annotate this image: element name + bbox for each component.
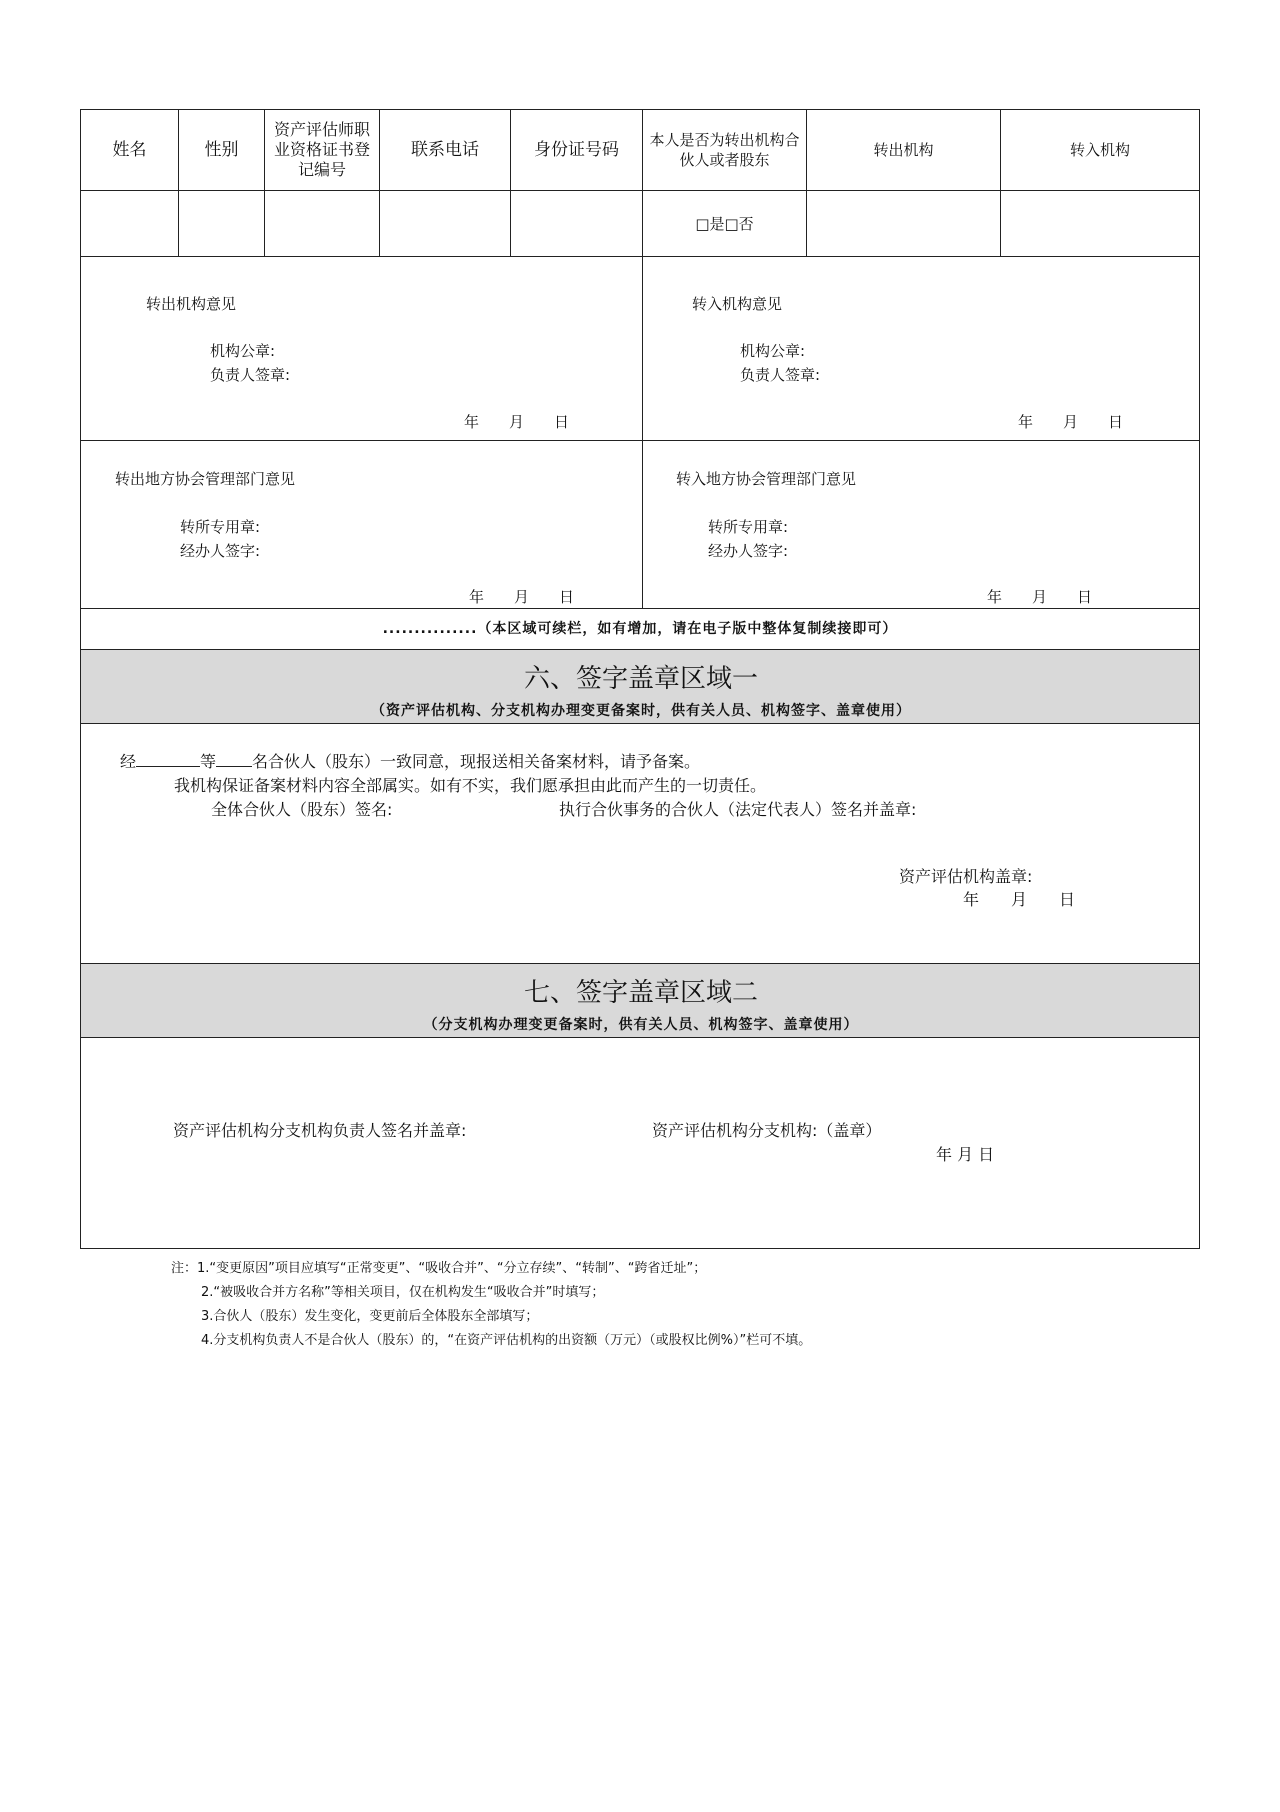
section7-header bbox=[80, 963, 1200, 1038]
section7-title: 七、签字盖章区域二 bbox=[523, 978, 758, 1008]
out-assoc-opinion bbox=[80, 440, 643, 609]
input-in-org[interactable] bbox=[1000, 190, 1200, 257]
out-org-date: 年 月 日 bbox=[464, 413, 570, 431]
in-org-opinion-title: 转入机构意见 bbox=[692, 295, 783, 313]
out-org-seal-label: 机构公章: bbox=[210, 342, 276, 360]
col-header-phone: 联系电话 bbox=[379, 109, 511, 191]
section6-header bbox=[80, 649, 1200, 724]
branch-seal-label: 资产评估机构分支机构:（盖章） bbox=[652, 1121, 882, 1140]
col-header-is-partner: 本人是否为转出机构合伙人或者股东 bbox=[642, 109, 807, 191]
input-gender[interactable] bbox=[178, 190, 265, 257]
in-assoc-opinion bbox=[642, 440, 1200, 609]
section7-body bbox=[80, 1037, 1200, 1249]
partner-name-blank[interactable] bbox=[136, 752, 200, 767]
partner-checkbox[interactable]: □是□否 bbox=[642, 190, 807, 257]
in-org-date: 年 月 日 bbox=[1018, 413, 1124, 431]
branch-head-sign-label: 资产评估机构分支机构负责人签名并盖章: bbox=[173, 1121, 467, 1140]
org-seal-label: 资产评估机构盖章: bbox=[899, 867, 1033, 886]
col-header-out-org: 转出机构 bbox=[806, 109, 1001, 191]
input-out-org[interactable] bbox=[806, 190, 1001, 257]
note-2: 2.“被吸收合并方名称”等相关项目，仅在机构发生“吸收合并”时填写； bbox=[201, 1285, 605, 1300]
out-assoc-opinion-title: 转出地方协会管理部门意见 bbox=[115, 470, 296, 488]
col-header-id-number: 身份证号码 bbox=[510, 109, 643, 191]
out-org-opinion-title: 转出机构意见 bbox=[146, 295, 237, 313]
col-header-cert-number: 资产评估师职业资格证书登记编号 bbox=[264, 109, 380, 191]
col-header-gender: 性别 bbox=[178, 109, 265, 191]
section6-guarantee-line: 我机构保证备案材料内容全部属实。如有不实，我们愿承担由此而产生的一切责任。 bbox=[174, 776, 767, 795]
section6-subtitle: （资产评估机构、分支机构办理变更备案时，供有关人员、机构签字、盖章使用） bbox=[371, 703, 911, 719]
out-assoc-date: 年 月 日 bbox=[469, 588, 575, 606]
note-3: 3.合伙人（股东）发生变化，变更前后全体股东全部填写； bbox=[201, 1309, 539, 1324]
note-4: 4.分支机构负责人不是合伙人（股东）的，“在资产评估机构的出资额（万元）（或股权比例%）”栏可不填。 bbox=[201, 1333, 812, 1348]
section6-consent-line: 经 等 名合伙人（股东）一致同意，现报送相关备案材料，请予备案。 bbox=[120, 752, 701, 771]
section6-title: 六、签字盖章区域一 bbox=[523, 664, 758, 694]
in-org-opinion bbox=[642, 256, 1200, 441]
section7-date: 年 月 日 bbox=[936, 1145, 995, 1164]
out-assoc-sign-label: 经办人签字: bbox=[180, 542, 261, 560]
section6-date: 年 月 日 bbox=[963, 890, 1076, 909]
out-org-opinion bbox=[80, 256, 643, 441]
partner-count-blank[interactable] bbox=[216, 752, 252, 767]
out-org-sign-label: 负责人签章: bbox=[210, 366, 291, 384]
in-org-seal-label: 机构公章: bbox=[740, 342, 806, 360]
in-assoc-sign-label: 经办人签字: bbox=[708, 542, 789, 560]
col-header-name: 姓名 bbox=[80, 109, 179, 191]
input-phone[interactable] bbox=[379, 190, 511, 257]
in-org-sign-label: 负责人签章: bbox=[740, 366, 821, 384]
out-assoc-seal-label: 转所专用章: bbox=[180, 518, 261, 536]
continue-note-row bbox=[80, 608, 1200, 650]
in-assoc-date: 年 月 日 bbox=[987, 588, 1093, 606]
filing-form bbox=[80, 109, 1200, 1249]
col-header-in-org: 转入机构 bbox=[1000, 109, 1200, 191]
section6-body bbox=[80, 723, 1200, 964]
continue-note: ...............（本区域可续栏，如有增加，请在电子版中整体复制续接即可） bbox=[382, 621, 898, 637]
input-cert-number[interactable] bbox=[264, 190, 380, 257]
in-assoc-opinion-title: 转入地方协会管理部门意见 bbox=[676, 470, 857, 488]
in-assoc-seal-label: 转所专用章: bbox=[708, 518, 789, 536]
all-partners-sign-label: 全体合伙人（股东）签名: bbox=[211, 800, 393, 819]
input-name[interactable] bbox=[80, 190, 179, 257]
section7-subtitle: （分支机构办理变更备案时，供有关人员、机构签字、盖章使用） bbox=[423, 1017, 859, 1033]
note-1: 注：1.“变更原因”项目应填写“正常变更”、“吸收合并”、“分立存续”、“转制”、“跨省迁址”； bbox=[171, 1261, 707, 1276]
executive-partner-sign-label: 执行合伙事务的合伙人（法定代表人）签名并盖章: bbox=[559, 800, 917, 819]
input-id-number[interactable] bbox=[510, 190, 643, 257]
